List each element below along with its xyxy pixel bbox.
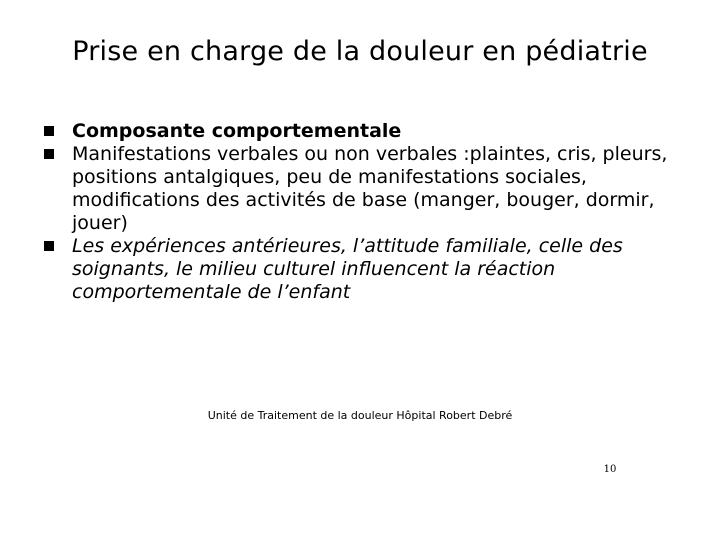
footer-text: Unité de Traitement de la douleur Hôpital Robert Debré: [207, 409, 513, 422]
bullet-text: Manifestations verbales ou non verbales :plaintes, cris, pleurs, positions antalgiques, peu de manifestations sociales, modifications des activités de base (manger, bouger, dormir, jouer): [72, 143, 668, 234]
slide-title: Prise en charge de la douleur en pédiatrie: [72, 36, 648, 67]
bullet-text: Composante comportementale: [72, 120, 402, 142]
square-bullet-icon: [44, 149, 54, 159]
square-bullet-icon: [44, 126, 54, 136]
bullet-item-behavioral-component: [44, 120, 694, 143]
bullet-text: Les expériences antérieures, l’attitude familiale, celle des soignants, le milieu culturel influencent la réaction comportementale de l’enfant: [72, 235, 623, 303]
bullet-item-manifestations: [44, 143, 694, 235]
bullet-list: [44, 120, 694, 304]
square-bullet-icon: [44, 241, 54, 251]
page-number: 10: [603, 464, 617, 475]
bullet-item-experiences: [44, 235, 694, 304]
